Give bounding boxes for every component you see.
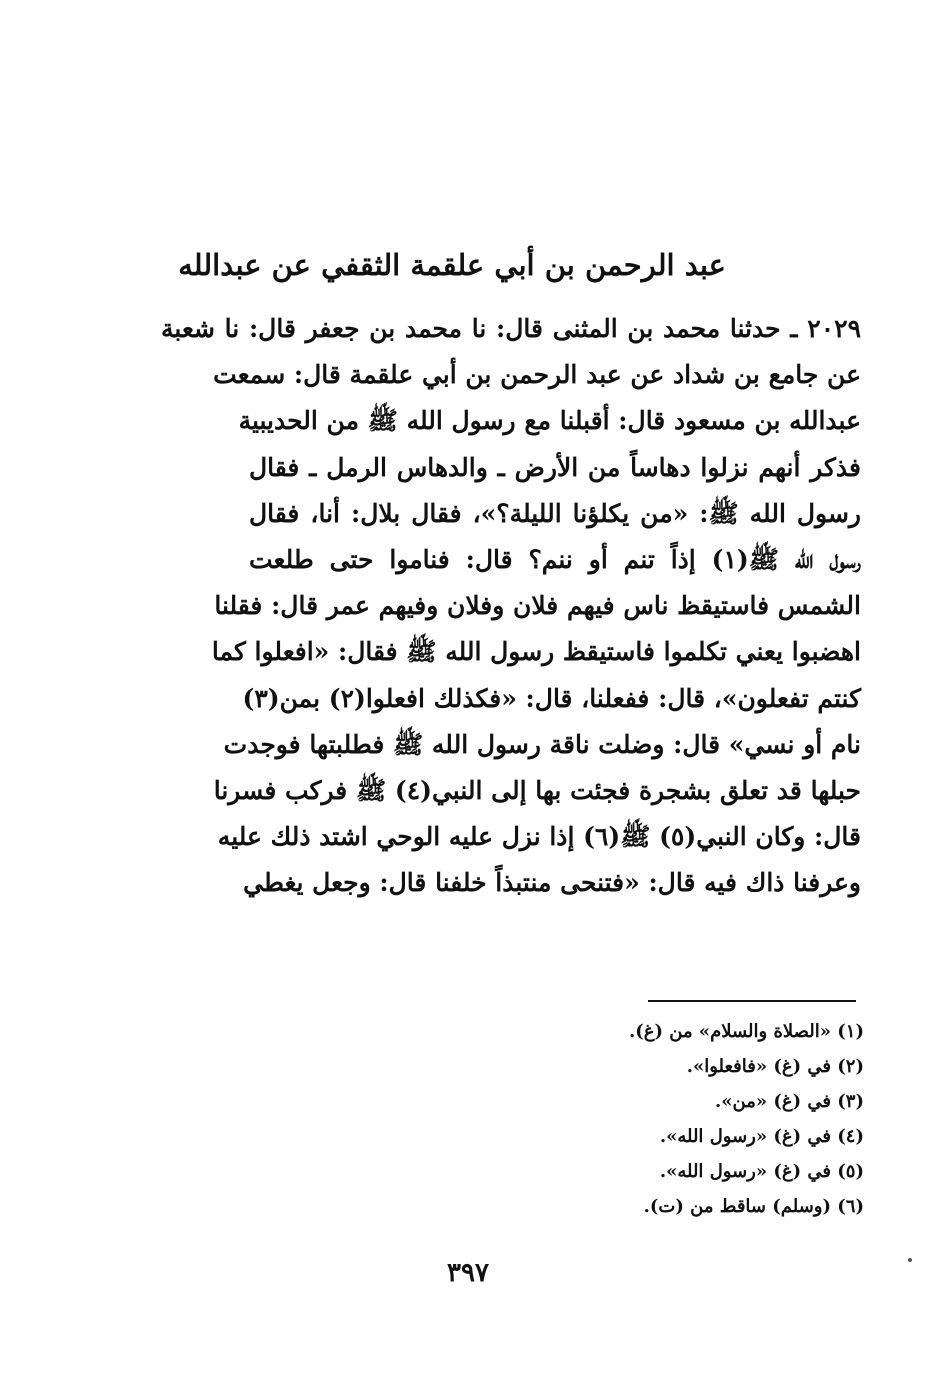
footnote: (٤) في (غ) «رسول الله». — [659, 1126, 864, 1147]
footnote: (٣) في (غ) «من». — [714, 1091, 864, 1112]
text-line: فذكر أنهم نزلوا دهاساً من الأرض ـ والدهاس الرمل ـ فقال — [249, 452, 861, 482]
footnote: (٥) في (غ) «رسول الله». — [659, 1161, 864, 1182]
text-line: عن جامع بن شداد عن عبد الرحمن بن أبي علقمة قال: سمعت — [213, 360, 861, 390]
text-line: عبدالله بن مسعود قال: أقبلنا مع رسول الله ﷺ من الحديبية — [238, 406, 861, 436]
text-line: ٢٠٢٩ ـ حدثنا محمد بن المثنى قال: نا محمد بن جعفر قال: نا شعبة — [161, 314, 861, 343]
scan-speck — [908, 1258, 912, 1262]
footnote: (١) «الصلاة والسلام» من (غ). — [628, 1021, 864, 1042]
hadith-text — [161, 306, 861, 906]
text-line: وعرفنا ذاك فيه قال: «فتنحى منتبذاً خلفنا قال: وجعل يغطي — [243, 868, 861, 898]
footnote-divider — [648, 1000, 856, 1002]
text-line: رسول الله ﷺ(١) إذاً تنم أو ننم؟ قال: فناموا حتى طلعت — [249, 544, 861, 574]
footnotes — [464, 1014, 864, 1224]
text-line: نام أو نسي» قال: وضلت ناقة رسول الله ﷺ فطلبتها فوجدت — [223, 729, 861, 759]
page-number: ٣٩٧ — [447, 1258, 489, 1288]
section-heading: عبد الرحمن بن أبي علقمة الثقفي عن عبدالله — [178, 248, 726, 282]
text-line: قال: وكان النبي(٥) ﷺ(٦) إذا نزل عليه الوحي اشتد ذلك عليه — [217, 822, 861, 852]
text-line: اهضبوا يعني تكلموا فاستيقظ رسول الله ﷺ فقال: «افعلوا كما — [211, 637, 861, 667]
footnote: (٢) في (غ) «فافعلوا». — [686, 1056, 864, 1077]
footnote: (٦) (وسلم) ساقط من (ت). — [643, 1196, 864, 1217]
text-line: حبلها قد تعلق بشجرة فجئت بها إلى النبي(٤) ﷺ فركب فسرنا — [213, 775, 861, 805]
text-line: الشمس فاستيقظ ناس فيهم فلان وفلان وفيهم عمر قال: فقلنا — [214, 591, 861, 621]
text-line: رسول الله ﷺ: «من يكلؤنا الليلة؟»، فقال بلال: أنا، فقال — [249, 498, 861, 528]
text-line: كنتم تفعلون»، قال: ففعلنا، قال: «فكذلك افعلوا(٢) بمن(٣) — [242, 683, 861, 713]
